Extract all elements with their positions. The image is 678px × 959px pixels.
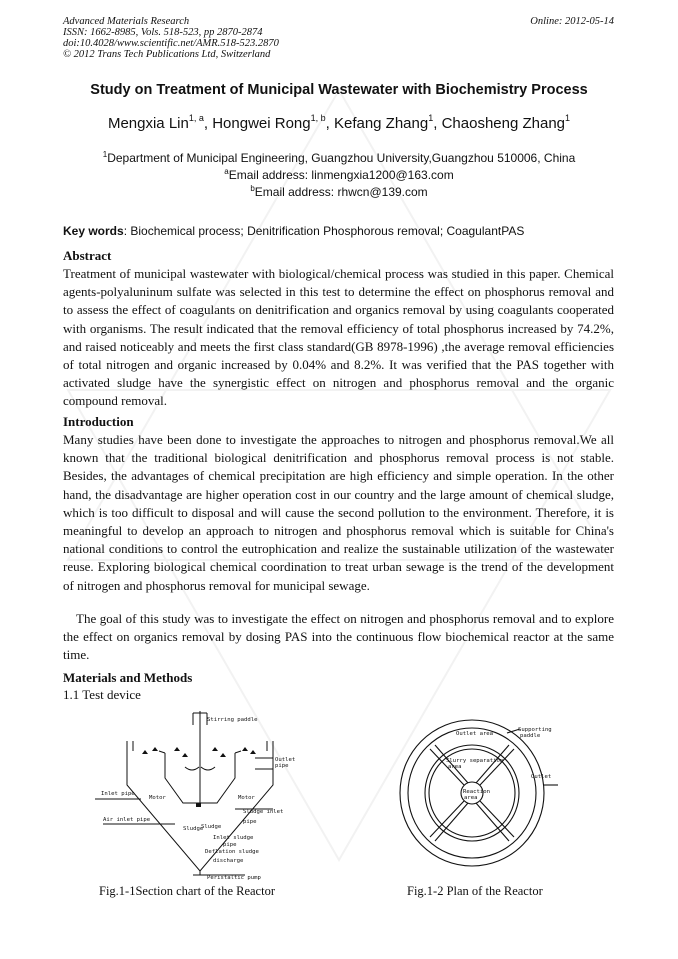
abstract-text: Treatment of municipal wastewater with biological/chemical process was studied in this paper. Chemical agents-polyaluninum sulfate was selected in this test to determine the effect on phosphorus removal and to assess the effect of coagulants on denitrification and organics removal by using coagulants cooperated with organisms. The result indicated that the removal efficiency of total phosphorus increased by 74.2%, and raised noticeably and meets the first class standard(GB 8978-1996) ,the average removal efficiencies of total nitrogen and organic increased by 0.04% and 8.2%. It was verified that the PAS together with activated sludge have the synergistic effect on nitrogen and phosphorus removal and the organic compound removal. bbox=[63, 266, 614, 409]
author-list: Mengxia Lin$^{1, a}$, Hongwei Rong$^{1, b}$, Kefang Zhang$^1$, Chaosheng Zhang$^1$ bbox=[107, 113, 571, 132]
keywords-text: : Biochemical process; Denitrification Phosphorous removal; CoagulantPAS bbox=[123, 224, 525, 238]
label-supporting: Supporting bbox=[518, 727, 552, 733]
label-outlet-pipe: pipe bbox=[275, 763, 289, 769]
copyright: © 2012 Trans Tech Publications Ltd, Switzerland bbox=[63, 49, 271, 60]
keywords bbox=[63, 224, 524, 238]
reactor-plan-figure bbox=[390, 715, 560, 877]
author-sup: 1 bbox=[565, 113, 571, 123]
label-paddle: paddle bbox=[520, 733, 541, 739]
online-date: Online: 2012-05-14 bbox=[530, 16, 614, 27]
methods-heading: Materials and Methods bbox=[63, 670, 193, 685]
label-reaction-area: area bbox=[464, 795, 478, 801]
email-b-line bbox=[0, 185, 678, 199]
email-sup: a bbox=[224, 167, 229, 176]
label-outlet-area: Outlet area bbox=[456, 731, 494, 737]
introduction-paragraph-2: The goal of this study was to investigate the effect on nitrogen and phosphorus removal and to explore the effect on organics removal by dosing PAS into the continuous flow biochemical reactor at the same time. bbox=[63, 611, 614, 663]
issn: ISSN: 1662-8985, Vols. 518-523, pp 2870-2874 bbox=[63, 27, 263, 38]
label-discharge: discharge bbox=[213, 858, 244, 864]
label-reaction: Reaction bbox=[463, 789, 490, 795]
label-slurry-area: area bbox=[448, 764, 462, 770]
label-motor-right: Motor bbox=[238, 795, 255, 801]
author-name: Chaosheng Zhang bbox=[441, 115, 566, 132]
label-sludge-right: Sludge bbox=[201, 824, 222, 830]
author-name: Mengxia Lin bbox=[107, 115, 189, 132]
email-a-line bbox=[0, 168, 678, 182]
label-deflation: Deflation sludge bbox=[205, 849, 259, 855]
email-b: Email address: rhwcn@139.com bbox=[254, 185, 428, 199]
figure-1-caption: Fig.1-1Section chart of the Reactor bbox=[99, 884, 275, 898]
header-citation bbox=[63, 16, 279, 60]
email-sup: b bbox=[250, 184, 255, 193]
keywords-label: Key words bbox=[63, 224, 124, 238]
label-slurry: Slurry separation bbox=[446, 758, 504, 764]
figure-2-caption: Fig.1-2 Plan of the Reactor bbox=[407, 884, 543, 898]
label-inlet-pipe: Inlet pipe bbox=[101, 791, 135, 797]
author-sup: 1 bbox=[428, 113, 434, 123]
label-motor-left: Motor bbox=[149, 795, 166, 801]
email-a: Email address: linmengxia1200@163.com bbox=[228, 168, 454, 182]
label-sludge-inlet-pipe: pipe bbox=[243, 819, 257, 825]
subsection-test-device: 1.1 Test device bbox=[63, 687, 141, 702]
label-inlet-sludge: Inlet sludge bbox=[213, 835, 254, 841]
introduction-heading: Introduction bbox=[63, 414, 134, 429]
department: Department of Municipal Engineering, Guangzhou University,Guangzhou 510006, China bbox=[107, 151, 576, 165]
label-sludge-left: Sludge bbox=[183, 826, 204, 832]
label-pump: Peristaltic pump bbox=[207, 875, 261, 881]
label-outlet: Outlet bbox=[275, 757, 296, 763]
reactor-section-figure bbox=[95, 703, 300, 881]
label-stirring: Stirring paddle bbox=[207, 717, 258, 723]
label-sludge-inlet: Sludge inlet bbox=[243, 809, 284, 815]
author-name: Hongwei Rong bbox=[212, 115, 311, 132]
affiliation bbox=[0, 151, 678, 165]
label-inlet-sludge-pipe: pipe bbox=[223, 842, 237, 848]
abstract-heading: Abstract bbox=[63, 248, 112, 263]
introduction-paragraph-1: Many studies have been done to investigate the approaches to nitrogen and phosphorus removal.We all known that the traditional biological denitrification and phosphorus removal process is not stable. Besides, the advantages of chemical precipitation are high efficiency and simple operation. In the other hand, the disadvantage are higher operation cost in our country and the large amount of chemical sludge, which is too difficult to disposal and will cause the second pollution to the environment. Therefore, it is meaningful to develop an approach to nitrogen and phosphorus removal which is suitable for China's national conditions to control the eutrophication and realize the sustainable utilization of the wastewater reuse. Exploring biological chemical coordination to treat urban sewage is the trend of the development of nitrogen and phosphorus removal for municipal sewage. bbox=[63, 432, 614, 593]
author-sup: 1, b bbox=[310, 113, 326, 123]
author-name: Kefang Zhang bbox=[333, 115, 429, 132]
author-sup: 1, a bbox=[188, 113, 204, 123]
journal-name: Advanced Materials Research bbox=[63, 16, 190, 27]
affiliation-sup: 1 bbox=[102, 150, 108, 159]
label-air-inlet: Air inlet pipe bbox=[103, 817, 151, 823]
paper-title: Study on Treatment of Municipal Wastewater with Biochemistry Process bbox=[90, 82, 588, 98]
label-outlet: Outlet bbox=[531, 774, 552, 780]
doi: doi:10.4028/www.scientific.net/AMR.518-523.2870 bbox=[63, 38, 279, 49]
